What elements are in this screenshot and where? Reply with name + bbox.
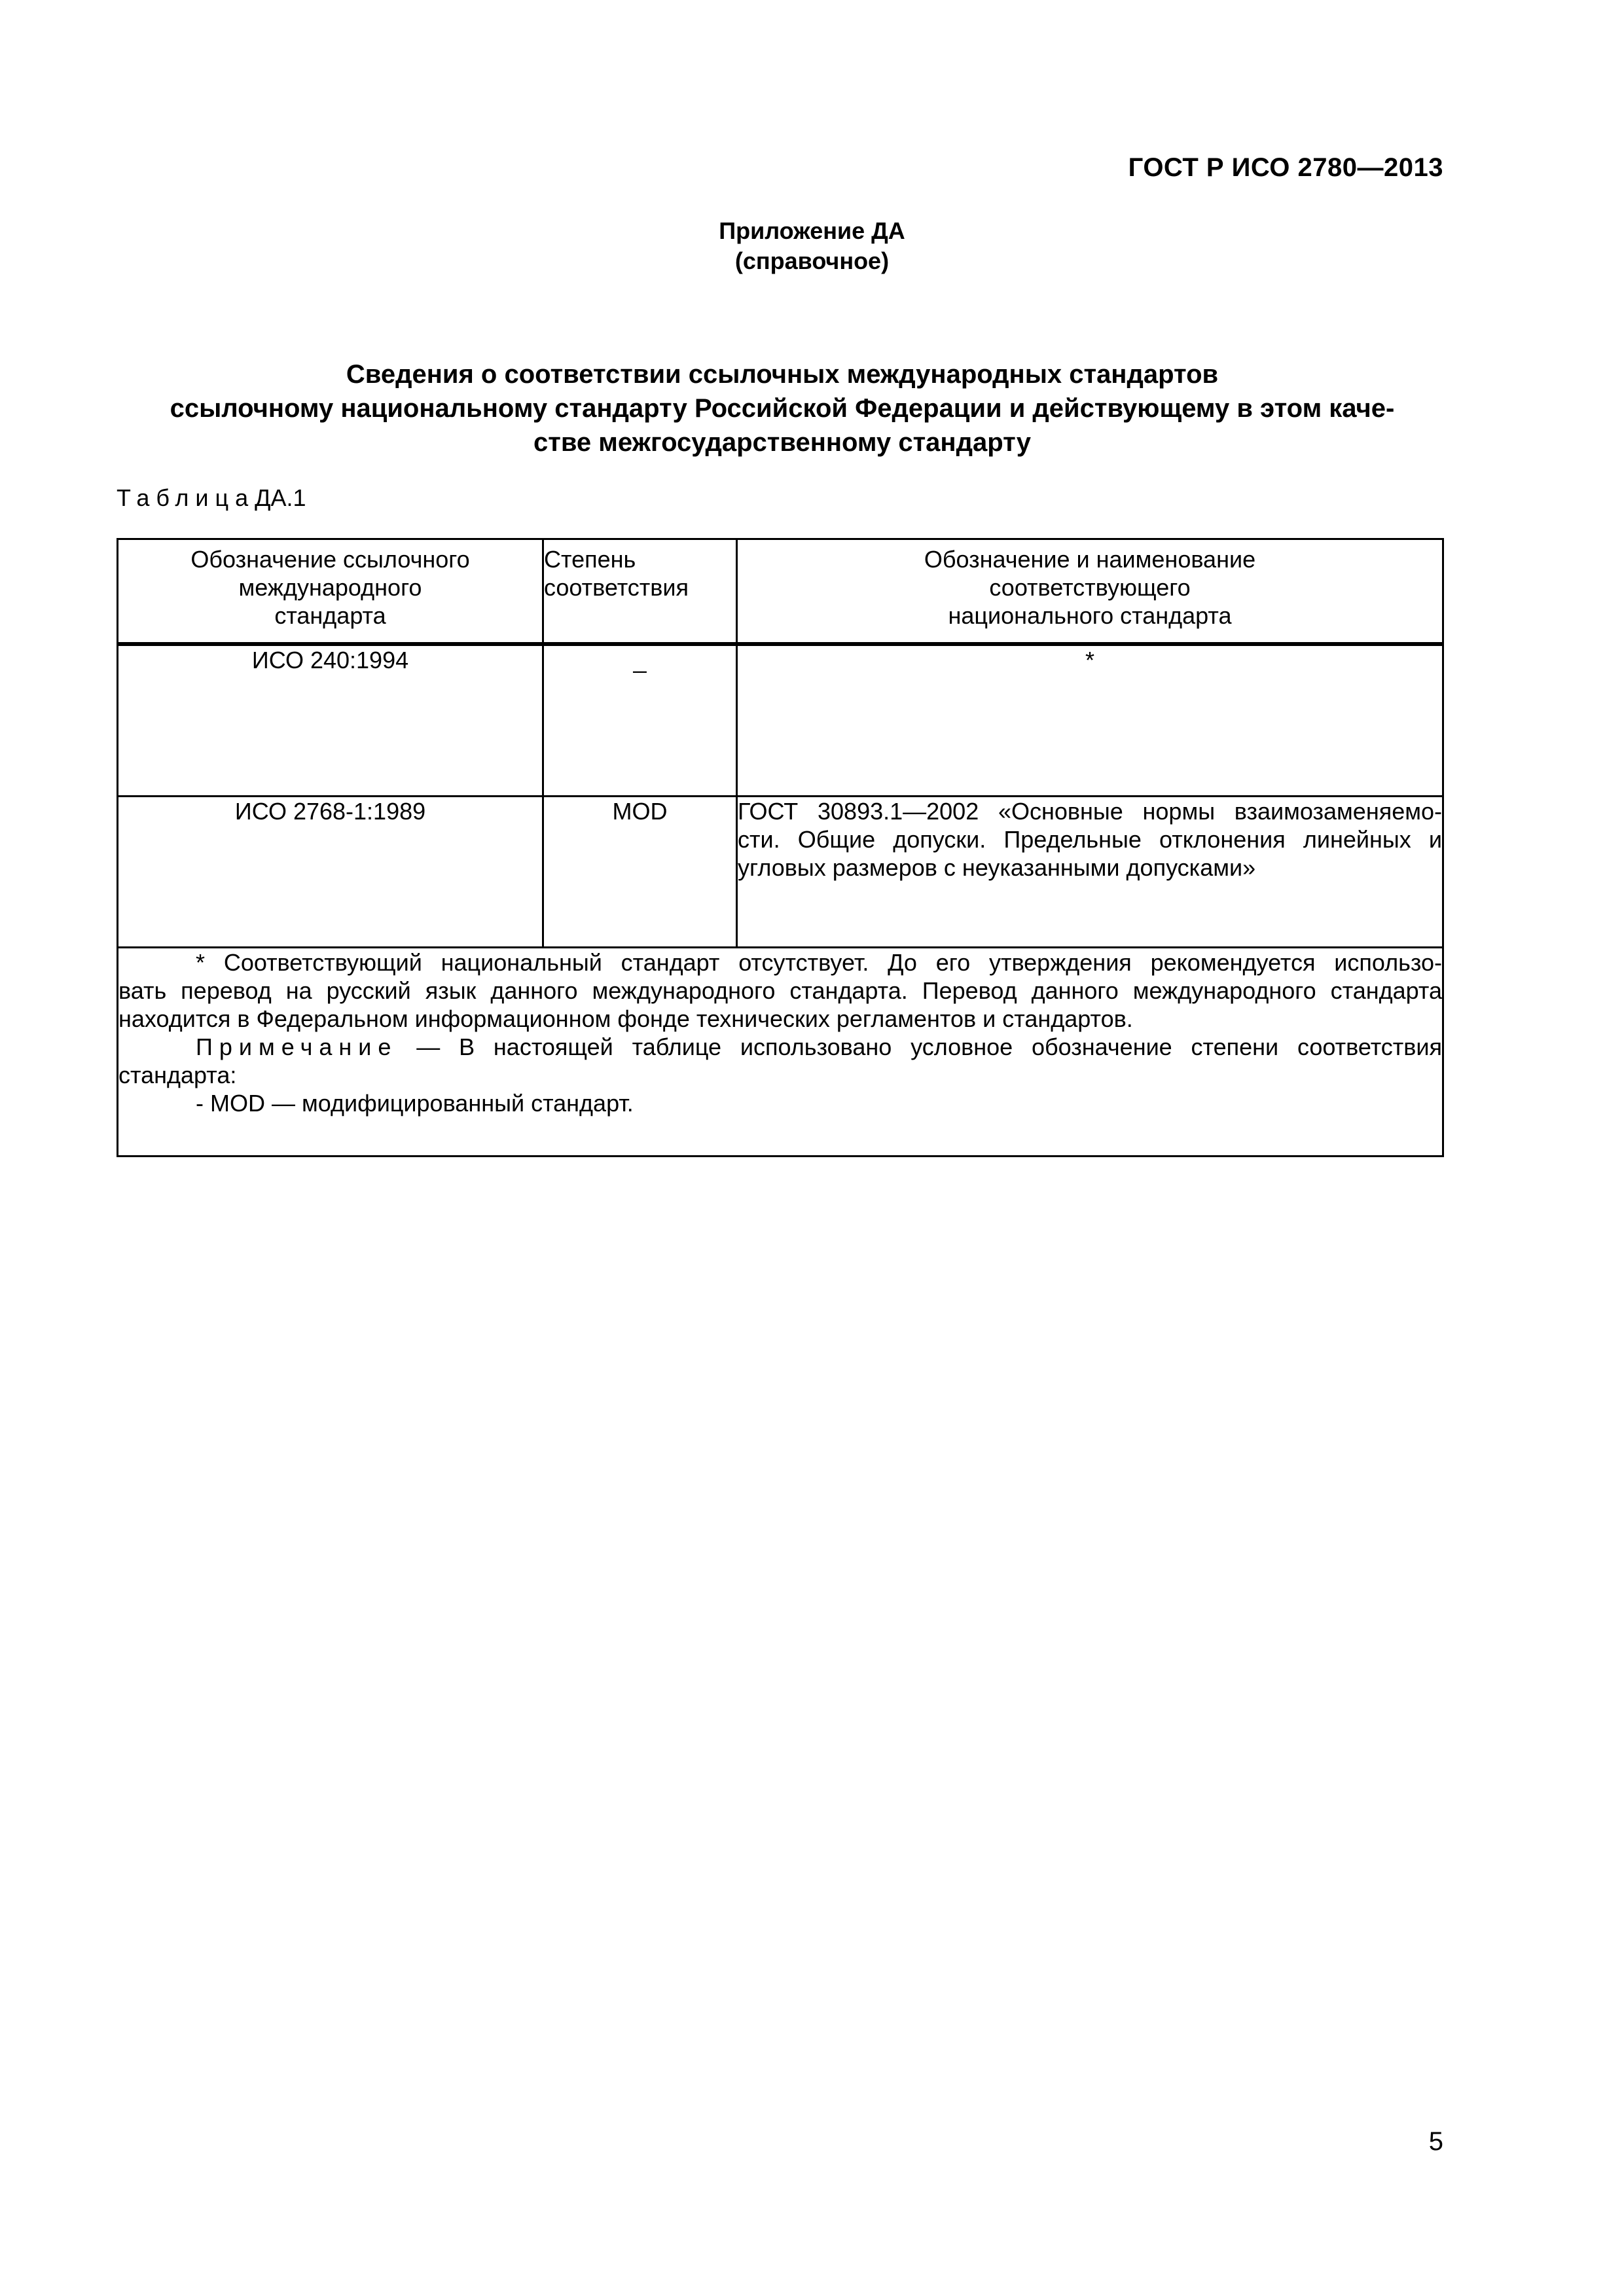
header-line: Обозначение и наименование <box>924 546 1256 573</box>
table-notes <box>118 948 1443 1157</box>
cell-degree: MOD <box>543 797 737 948</box>
header-line: национального стандарта <box>948 602 1232 629</box>
column-header-degree <box>543 539 737 643</box>
cell-degree: _ <box>543 645 737 797</box>
header-line: соответствия <box>544 574 689 601</box>
column-header-national <box>737 539 1443 643</box>
column-header-reference <box>118 539 543 643</box>
table-caption-word: Таблица <box>117 484 255 511</box>
section-title-line: ссылочному национальному стандарту Российской Федерации и действующему в этом каче- <box>170 394 1395 423</box>
header-line: стандарта <box>274 602 386 629</box>
note-label: Примечание <box>196 1033 398 1060</box>
cell-national: * <box>737 645 1443 797</box>
note-line <box>118 1033 1442 1061</box>
table-caption <box>117 484 306 512</box>
header-line: международного <box>238 574 422 601</box>
cell-reference: ИСО 240:1994 <box>118 645 543 797</box>
table-row <box>118 645 1443 797</box>
section-title <box>118 357 1447 459</box>
footnote-line: * Соответствующий национальный стандарт отсутствует. До его утверждения рекомендуется использо- <box>196 949 1442 976</box>
table-header-row <box>118 539 1443 643</box>
table-caption-number: ДА.1 <box>255 484 306 511</box>
cell-line: угловых размеров с неуказанными допусками» <box>738 854 1256 881</box>
annex-title: Приложение ДА <box>719 217 905 244</box>
section-title-line: Сведения о соответствии ссылочных международных стандартов <box>346 360 1219 389</box>
annex-heading <box>0 216 1624 276</box>
header-line: Обозначение ссылочного <box>190 546 470 573</box>
cell-line: сти. Общие допуски. Предельные отклонения линейных и <box>738 826 1442 853</box>
note-text: — В настоящей таблице использовано условное обозначение степени соответствия <box>397 1033 1442 1060</box>
table-row <box>118 797 1443 948</box>
footnote-line: вать перевод на русский язык данного международного стандарта. Перевод данного международного стандарта <box>118 977 1442 1004</box>
footnote-line: находится в Федеральном информационном фонде технических регламентов и стандартов. <box>118 1005 1133 1032</box>
header-line: Степень <box>544 546 636 573</box>
note-line: стандарта: <box>118 1062 237 1088</box>
annex-subtitle: (справочное) <box>734 247 890 274</box>
note-item: - MOD — модифицированный стандарт. <box>196 1090 634 1117</box>
table-notes-row <box>118 948 1443 1157</box>
cell-line: ГОСТ 30893.1—2002 «Основные нормы взаимозаменяемо- <box>738 798 1442 825</box>
cell-reference: ИСО 2768-1:1989 <box>118 797 543 948</box>
document-code: ГОСТ Р ИСО 2780—2013 <box>1128 153 1443 182</box>
page-number: 5 <box>1428 2127 1443 2156</box>
section-title-line: стве межгосударственному стандарту <box>533 428 1031 457</box>
header-line: соответствующего <box>989 574 1191 601</box>
cell-national <box>737 797 1443 948</box>
compliance-table <box>117 538 1444 1157</box>
